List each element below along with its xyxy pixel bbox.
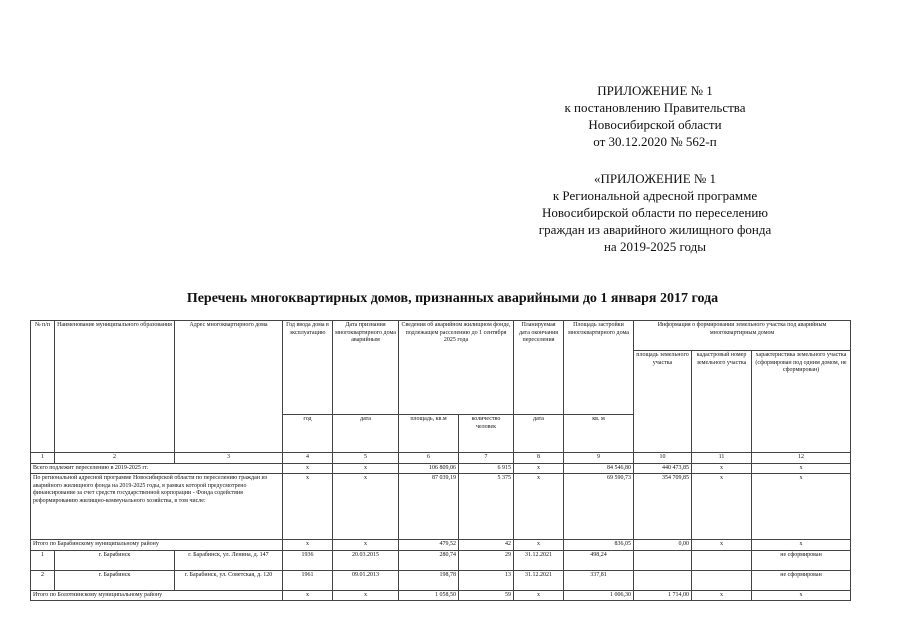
col-number: 9 xyxy=(564,453,634,464)
cell-land: 0,00 xyxy=(634,540,692,551)
cell-year: 1961 xyxy=(283,570,333,590)
cell-num: 1 xyxy=(31,550,55,570)
row-label: Итого по Барабинскому муниципальному району xyxy=(31,540,283,551)
unit-building: кв. м xyxy=(564,415,634,453)
th-planned-date: Планируемая дата окончания переселения xyxy=(514,321,564,415)
cell-municipality: г. Барабинск xyxy=(55,570,175,590)
cell-cadastral: x xyxy=(692,463,752,474)
cell-building: 84 546,80 xyxy=(564,463,634,474)
unit-area: площадь, кв.м xyxy=(399,415,459,453)
cell-char: x xyxy=(752,540,851,551)
unit-planned: дата xyxy=(514,415,564,453)
cell-date: x xyxy=(333,540,399,551)
cell-cadastral: x xyxy=(692,474,752,540)
appendix-line-4: от 30.12.2020 № 562-п xyxy=(593,134,717,149)
cell-people: 59 xyxy=(459,590,514,601)
cell-cadastral: x xyxy=(692,540,752,551)
column-numbers-row xyxy=(31,453,851,464)
col-number: 2 xyxy=(55,453,175,464)
table-row xyxy=(31,570,851,590)
col-number: 3 xyxy=(175,453,283,464)
cell-year: x xyxy=(283,590,333,601)
cell-building: 69 590,73 xyxy=(564,474,634,540)
cell-planned: x xyxy=(514,590,564,601)
th-land-char: характеристика земельного участка (сформирован под одним домом, не сформирован) xyxy=(752,351,851,453)
cell-planned: x xyxy=(514,463,564,474)
col-number: 12 xyxy=(752,453,851,464)
col-number: 6 xyxy=(399,453,459,464)
cell-people: 6 915 xyxy=(459,463,514,474)
program-appendix-header xyxy=(475,170,835,255)
th-num: № п/п xyxy=(31,321,55,453)
appendix-line-2: к постановлению Правительства xyxy=(564,100,746,115)
cell-year: x xyxy=(283,474,333,540)
header-row-1 xyxy=(31,321,851,351)
unit-date: дата xyxy=(333,415,399,453)
col-number: 11 xyxy=(692,453,752,464)
program-line-1: «ПРИЛОЖЕНИЕ № 1 xyxy=(593,171,717,186)
th-year: Год ввода дома в эксплуатацию xyxy=(283,321,333,415)
cell-area: 479,52 xyxy=(399,540,459,551)
table-row-total xyxy=(31,463,851,474)
appendix-line-1: ПРИЛОЖЕНИЕ № 1 xyxy=(597,83,713,98)
col-number: 7 xyxy=(459,453,514,464)
unit-year: год xyxy=(283,415,333,453)
unit-people: количество человек xyxy=(459,415,514,453)
cell-date: x xyxy=(333,590,399,601)
cell-year: x xyxy=(283,540,333,551)
th-address: Адрес многоквартирного дома xyxy=(175,321,283,453)
cell-char: x xyxy=(752,463,851,474)
table-row xyxy=(31,550,851,570)
cell-year: x xyxy=(283,463,333,474)
table-row-program xyxy=(31,474,851,540)
col-number: 1 xyxy=(31,453,55,464)
cell-land: 1 714,00 xyxy=(634,590,692,601)
emergency-housing-table xyxy=(30,320,851,601)
appendix-header xyxy=(475,82,835,150)
th-cadastral: кадастровый номер земельного участка xyxy=(692,351,752,453)
appendix-line-3: Новосибирской области xyxy=(588,117,722,132)
cell-area: 1 058,50 xyxy=(399,590,459,601)
cell-planned: 31.12.2021 xyxy=(514,570,564,590)
cell-land: 440 473,85 xyxy=(634,463,692,474)
cell-area: 106 809,06 xyxy=(399,463,459,474)
program-line-2: к Региональной адресной программе xyxy=(552,188,758,203)
cell-cadastral: x xyxy=(692,590,752,601)
cell-date: 09.01.2013 xyxy=(333,570,399,590)
document-title: Перечень многоквартирных домов, признанных аварийными до 1 января 2017 года xyxy=(186,291,719,306)
program-line-4: граждан из аварийного жилищного фонда xyxy=(538,222,772,237)
cell-date: x xyxy=(333,474,399,540)
th-building-area: Площадь застройки многоквартирного дома xyxy=(564,321,634,415)
cell-people: 29 xyxy=(459,550,514,570)
cell-municipality: г. Барабинск xyxy=(55,550,175,570)
cell-land xyxy=(634,550,692,570)
row-label: По региональной адресной программе Новосибирской области по переселению граждан из аварийного жилищного фонда на 2019-2025 годы, в рамках которой предусмотрено финансирование за счет средств государственной корпорации - Фонда содействия реформированию жилищно-коммунального хозяйства, в том числе: xyxy=(31,474,283,540)
cell-char: не сформирован xyxy=(752,570,851,590)
col-number: 8 xyxy=(514,453,564,464)
cell-char: не сформирован xyxy=(752,550,851,570)
cell-char: x xyxy=(752,474,851,540)
th-date-emergency: Дата признания многоквартирного дома аварийным xyxy=(333,321,399,415)
cell-planned: 31.12.2021 xyxy=(514,550,564,570)
cell-building: 836,05 xyxy=(564,540,634,551)
row-label: Итого по Болотнинскому муниципальному району xyxy=(31,590,283,601)
cell-people: 5 375 xyxy=(459,474,514,540)
th-municipality: Наименование муниципального образования xyxy=(55,321,175,453)
cell-num: 2 xyxy=(31,570,55,590)
cell-address: г. Барабинск, ул. Ленина, д. 147 xyxy=(175,550,283,570)
cell-area: 87 039,19 xyxy=(399,474,459,540)
cell-planned: x xyxy=(514,474,564,540)
cell-planned: x xyxy=(514,540,564,551)
col-number: 4 xyxy=(283,453,333,464)
th-land-info: Информация о формировании земельного участка под аварийным многоквартирным домом xyxy=(634,321,851,351)
row-label: Всего подлежит переселению в 2019-2025 гг. xyxy=(31,463,283,474)
cell-area: 198,78 xyxy=(399,570,459,590)
th-info-emergency: Сведения об аварийном жилищном фонде, подлежащем расселению до 1 сентября 2025 года xyxy=(399,321,514,415)
cell-land xyxy=(634,570,692,590)
cell-building: 337,81 xyxy=(564,570,634,590)
cell-building: 498,24 xyxy=(564,550,634,570)
program-line-5: на 2019-2025 годы xyxy=(603,239,707,254)
th-land-area: площадь земельного участка xyxy=(634,351,692,453)
program-line-3: Новосибирской области по переселению xyxy=(541,205,768,220)
cell-cadastral xyxy=(692,550,752,570)
table-row-bolotninsky-total xyxy=(31,590,851,601)
col-number: 5 xyxy=(333,453,399,464)
cell-date: x xyxy=(333,463,399,474)
table-row-barabinsky-total xyxy=(31,540,851,551)
cell-building: 1 006,30 xyxy=(564,590,634,601)
cell-date: 20.03.2015 xyxy=(333,550,399,570)
cell-area: 280,74 xyxy=(399,550,459,570)
cell-char: x xyxy=(752,590,851,601)
col-number: 10 xyxy=(634,453,692,464)
cell-people: 42 xyxy=(459,540,514,551)
cell-land: 354 709,85 xyxy=(634,474,692,540)
cell-cadastral xyxy=(692,570,752,590)
cell-year: 1936 xyxy=(283,550,333,570)
cell-address: г. Барабинск, ул. Советская, д. 120 xyxy=(175,570,283,590)
cell-people: 13 xyxy=(459,570,514,590)
